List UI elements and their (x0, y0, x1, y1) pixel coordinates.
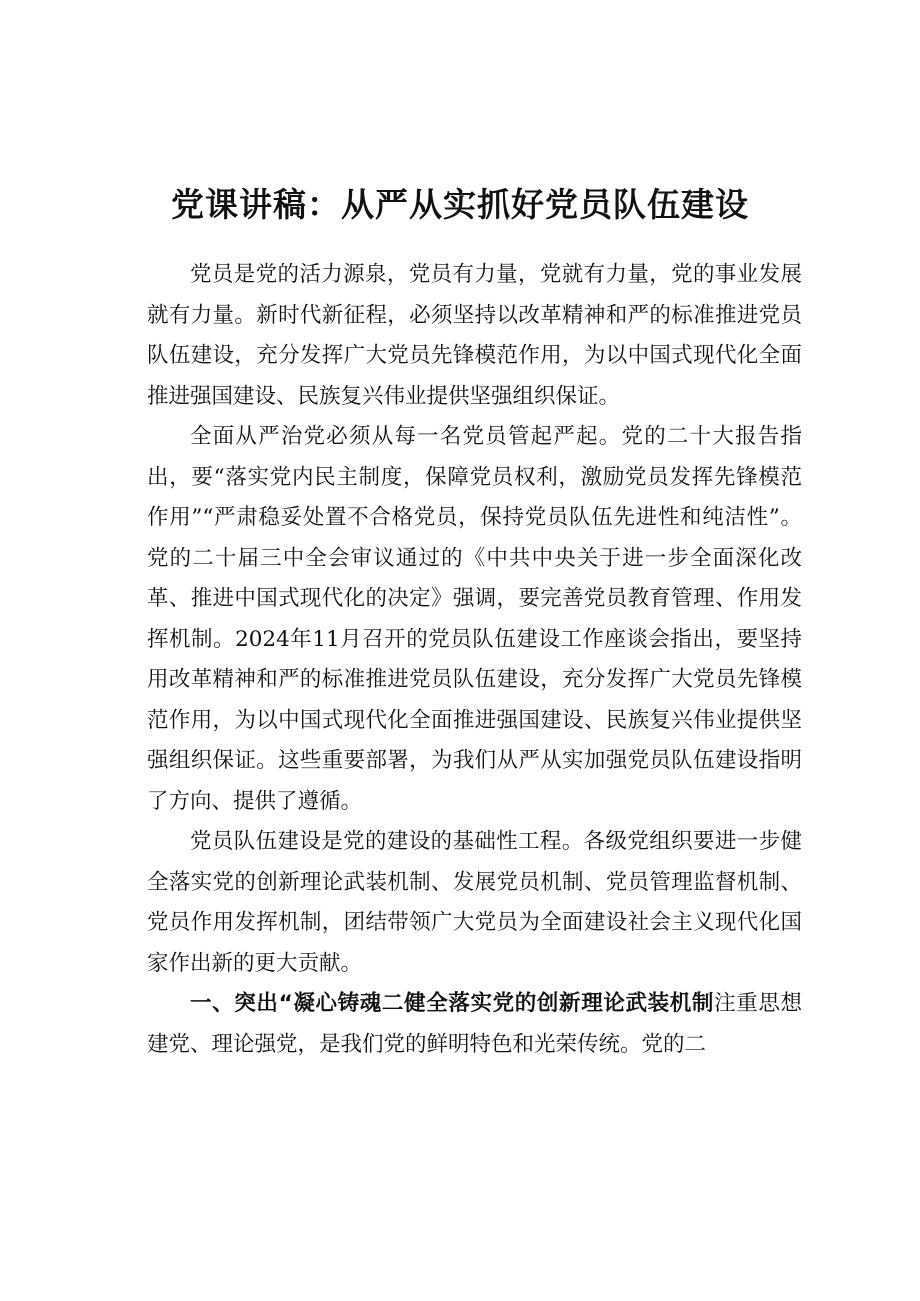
paragraph-3: 党员队伍建设是党的建设的基础性工程。各级党组织要进一步健全落实党的创新理论武装机制、发展党员机制、党员管理监督机制、党员作用发挥机制，团结带领广大党员为全面建设社会主义现代化国家作出新的更大贡献。 (147, 829, 802, 976)
document-title: 党课讲稿：从严从实抓好党员队伍建设 (171, 185, 749, 225)
document-body (147, 255, 802, 1065)
section-one-paragraph (147, 984, 802, 1065)
paragraph-1: 党员是党的活力源泉，党员有力量，党就有力量，党的事业发展就有力量。新时代新征程，必须坚持以改革精神和严的标准推进党员队伍建设，充分发挥广大党员先锋模范作用，为以中国式现代化全面推进强国建设、民族复兴伟业提供坚强组织保证。 (147, 262, 802, 409)
section-one-heading: 一、突出“凝心铸魂二健全落实党的创新理论武装机制 (190, 991, 715, 1016)
section-one-text: 注重思想建党、理论强党，是我们党的鲜明特色和光荣传统。党的二 (147, 991, 802, 1057)
paragraph-2: 全面从严治党必须从每一名党员管起严起。党的二十大报告指出，要“落实党内民主制度，保障党员权利，激励党员发挥先锋模范作用”“严肃稳妥处置不合格党员，保持党员队伍先进性和纯洁性”。党的二十届三中全会审议通过的《中共中央关于进一步全面深化改革、推进中国式现代化的决定》强调，要完善党员教育管理、作用发挥机制。2024年11月召开的党员队伍建设工作座谈会指出，要坚持用改革精神和严的标准推进党员队伍建设，充分发挥广大党员先锋模范作用，为以中国式现代化全面推进强国建设、民族复兴伟业提供坚强组织保证。这些重要部署，为我们从严从实加强党员队伍建设指明了方向、提供了遵循。 (147, 424, 802, 814)
